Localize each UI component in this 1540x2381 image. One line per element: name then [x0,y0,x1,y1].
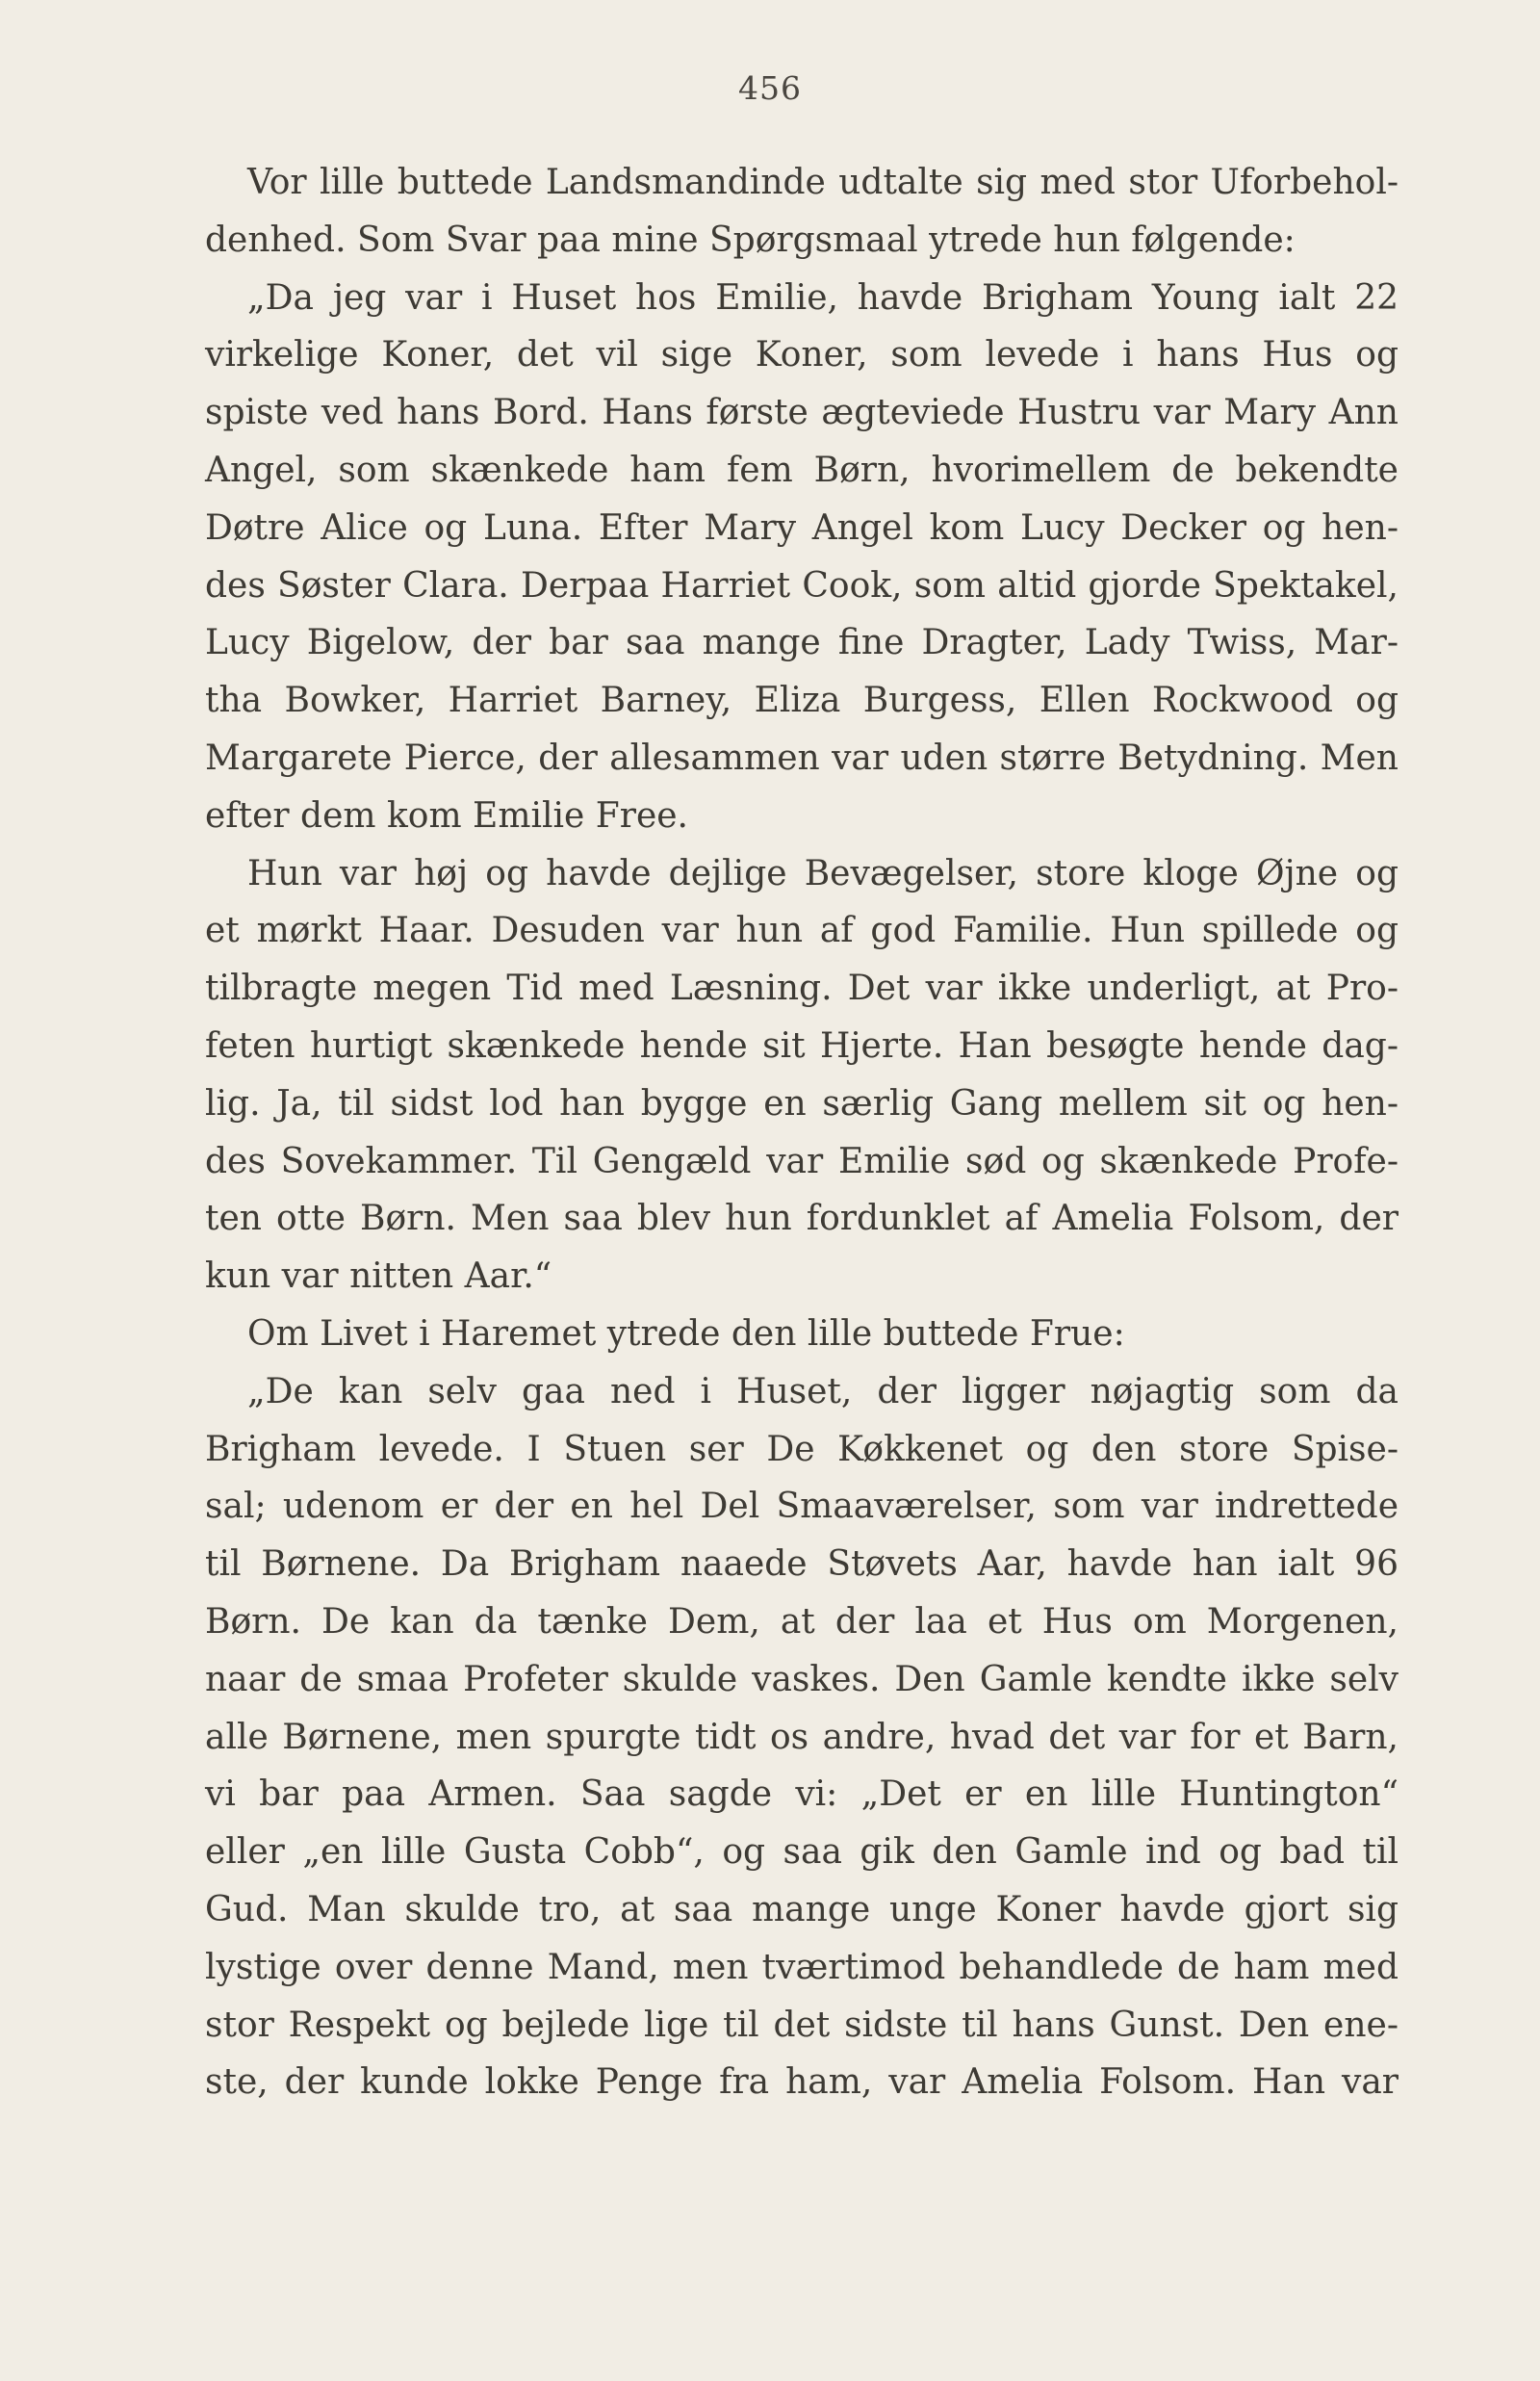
body-text [205,154,1399,2111]
text-line: virkelige Koner, det vil sige Koner, som levede i hans Hus og [205,335,1399,375]
text-line: Om Livet i Haremet ytrede den lille buttede Frue: [247,1313,1125,1354]
text-line: eller „en lille Gusta Cobb“, og saa gik den Gamle ind og bad til [205,1832,1399,1873]
text-line: denhed. Som Svar paa mine Spørgsmaal ytrede hun følgende: [205,220,1296,260]
text-line: Margarete Pierce, der allesammen var uden større Betydning. Men [205,738,1399,778]
text-line: et mørkt Haar. Desuden var hun af god Familie. Hun spillede og [205,911,1399,951]
text-line: efter dem kom Emilie Free. [205,795,688,836]
text-line: ste, der kunde lokke Penge fra ham, var Amelia Folsom. Han var [205,2062,1399,2103]
text-line: ten otte Børn. Men saa blev hun fordunklet af Amelia Folsom, der [205,1199,1399,1239]
text-line: Hun var høj og havde dejlige Bevægelser, store kloge Øjne og [247,853,1399,893]
text-line: lystige over denne Mand, men tværtimod behandlede de ham med [205,1947,1399,1987]
text-line: tha Bowker, Harriet Barney, Eliza Burgess, Ellen Rockwood og [205,681,1399,721]
text-line: „Da jeg var i Huset hos Emilie, havde Brigham Young ialt 22 [247,277,1399,318]
text-line: Lucy Bigelow, der bar saa mange fine Dragter, Lady Twiss, Mar- [205,623,1399,663]
text-line: lig. Ja, til sidst lod han bygge en særlig Gang mellem sit og hen- [205,1083,1399,1124]
text-line: des Søster Clara. Derpaa Harriet Cook, som altid gjorde Spektakel, [205,565,1399,606]
text-line: til Børnene. Da Brigham naaede Støvets Aar, havde han ialt 96 [205,1544,1399,1585]
text-line: Børn. De kan da tænke Dem, at der laa et Hus om Morgenen, [205,1601,1399,1642]
text-line: „De kan selv gaa ned i Huset, der ligger nøjagtig som da [247,1371,1399,1411]
text-line: Døtre Alice og Luna. Efter Mary Angel kom Lucy Decker og hen- [205,507,1399,548]
text-line: stor Respekt og bejlede lige til det sidste til hans Gunst. Den ene- [205,2005,1399,2045]
page-number: 456 [738,69,802,107]
text-line: Vor lille buttede Landsmandinde udtalte sig med stor Uforbehol- [247,163,1399,202]
text-line: feten hurtigt skænkede hende sit Hjerte. Han besøgte hende dag- [205,1025,1399,1066]
text-line: spiste ved hans Bord. Hans første ægteviede Hustru var Mary Ann [205,393,1399,433]
text-line: alle Børnene, men spurgte tidt os andre, hvad det var for et Barn, [205,1717,1399,1757]
text-line: sal; udenom er der en hel Del Smaaværelser, som var indrettede [205,1487,1399,1527]
text-line: Gud. Man skulde tro, at saa mange unge Koner havde gjort sig [205,1889,1399,1929]
text-line: naar de smaa Profeter skulde vaskes. Den Gamle kendte ikke selv [205,1659,1399,1699]
text-line: Angel, som skænkede ham fem Børn, hvorimellem de bekendte [205,450,1399,490]
text-line: kun var nitten Aar.“ [205,1256,552,1297]
text-line: tilbragte megen Tid med Læsning. Det var ikke underligt, at Pro- [205,969,1399,1009]
text-line: vi bar paa Armen. Saa sagde vi: „Det er en lille Huntington“ [205,1774,1399,1815]
text-line: des Sovekammer. Til Gengæld var Emilie sød og skænkede Profe- [205,1141,1399,1181]
text-line: Brigham levede. I Stuen ser De Køkkenet og den store Spise- [205,1429,1399,1469]
